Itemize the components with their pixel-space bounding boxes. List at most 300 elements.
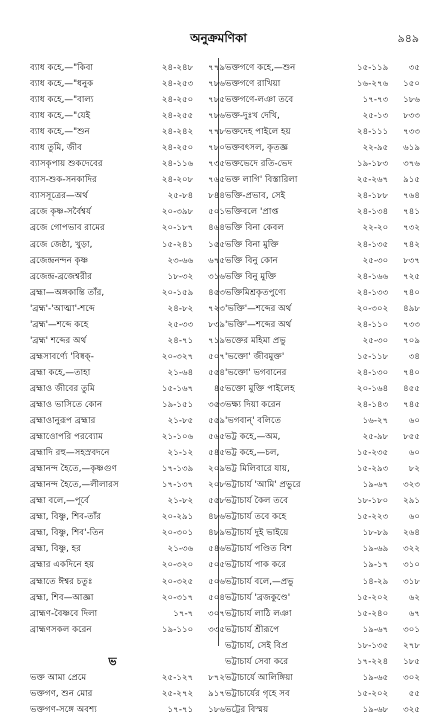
entry-page: ৫০৫ — [208, 560, 225, 571]
entry-reference: ২৫-১২৭ — [161, 672, 194, 683]
entry-page: ৩২৩ — [403, 480, 421, 491]
entry-text: ভক্তভেদে রতি-ভেদ — [225, 159, 293, 170]
entry-page: ৭৩৩ — [403, 127, 421, 138]
entry-page: ৭৬৫ — [208, 175, 225, 186]
entry-page: ৪৫৩ — [208, 287, 225, 298]
entry-page: ৭৪০ — [403, 287, 421, 298]
entry-reference: ২৫-৩০ — [362, 255, 389, 266]
index-entry — [225, 220, 420, 236]
entry-reference: ২০-৩০২ — [356, 303, 389, 314]
entry-text: ব্রহ্মা—অঙ্গকান্তি তাঁর, — [30, 287, 105, 298]
entry-text: ভক্তি বিনা মুক্তি — [225, 239, 279, 250]
entry-page: ৭৩২ — [403, 223, 421, 234]
entry-page: ৬৭ — [408, 608, 421, 619]
entry-page: ৪৮৬ — [208, 512, 225, 523]
entry-reference: ২৫-৩০ — [362, 335, 389, 346]
entry-reference: ২১-৬৪ — [167, 367, 194, 378]
entry-reference: ২৪-২৪৮ — [161, 63, 194, 73]
index-entry — [225, 686, 420, 702]
entry-text: ভক্তিবলে 'প্রাপ্ত — [225, 207, 279, 218]
index-entry — [225, 349, 420, 365]
entry-page: ৬১৯ — [403, 143, 421, 154]
entry-text: ভট্টাচার্য 'আমি' প্রভুরে — [225, 480, 301, 491]
section-letter: ভ — [108, 654, 117, 668]
entry-page: ৫০৬ — [208, 576, 225, 587]
entry-page: ৭৩৫ — [208, 159, 225, 170]
index-entry — [30, 493, 225, 509]
entry-text: ব্যাধ তুমি, জীব — [30, 143, 82, 154]
entry-page: ৭৩৩ — [403, 319, 421, 330]
entry-reference: ২৪-২৪২ — [161, 127, 194, 138]
index-entry — [225, 477, 420, 493]
entry-reference: ২৪-৭১ — [167, 335, 194, 346]
entry-text: ভট্ট কহে,—চল, — [225, 448, 280, 459]
index-entry — [30, 172, 225, 188]
entry-text: ব্রজে গোপভাব রামের — [30, 223, 105, 234]
index-entry — [225, 429, 420, 445]
entry-reference: ২২-২০ — [362, 223, 389, 234]
entry-reference: ১৯-১৫১ — [161, 399, 194, 410]
index-entry — [225, 702, 420, 718]
entry-reference: ১৭-১৩৭ — [161, 480, 194, 491]
entry-reference: ২৫-৮৪ — [167, 191, 194, 202]
entry-text: ভট্টাচার্য পাক করে — [225, 560, 287, 571]
entry-page: ৭৪১ — [403, 207, 421, 218]
entry-reference: ১৭-৭১ — [167, 704, 194, 715]
entry-text: ভক্তি বিনু কোন — [225, 255, 278, 266]
index-entry — [30, 188, 225, 204]
entry-text: ভট্টাচার্য সেবা করে — [225, 656, 289, 667]
entry-page: ৫৫৮ — [208, 496, 225, 507]
index-entry — [30, 156, 225, 172]
entry-page: ৮৩৩ — [403, 111, 421, 122]
entry-reference: ১৯-৬৫ — [362, 672, 389, 683]
entry-reference: ১৫-২৯৩ — [356, 464, 389, 475]
entry-page: ৮৪৪ — [208, 191, 225, 202]
entry-reference: ১৮-১৩৫ — [356, 640, 389, 651]
entry-page: ১৮৬ — [403, 95, 421, 106]
entry-text: ভট্ট কহে,—অম, — [225, 432, 281, 443]
entry-text: ব্রহ্মাও জীবের তুমি — [30, 383, 95, 394]
entry-text: ব্রহ্মসাবর্ণ্যে 'বিষ্বক্‌- — [30, 351, 94, 362]
entry-reference: ২০-৩২৭ — [161, 351, 194, 362]
index-entry — [30, 686, 225, 702]
entry-reference: ১৯-৬৭ — [362, 624, 389, 635]
index-entry — [225, 76, 420, 92]
index-entry — [30, 574, 225, 590]
index-entry — [225, 301, 420, 317]
entry-text: ভক্তি-প্রভাব, সেই — [225, 191, 286, 202]
entry-page: ৭০৯ — [403, 335, 421, 346]
index-entry — [225, 638, 420, 654]
entry-text: 'ব্রহ্ম'-'আত্মা'-শব্দে — [30, 303, 95, 314]
entry-reference: ২১-১০৬ — [161, 432, 194, 443]
entry-page: ৭৪২ — [403, 239, 421, 250]
entry-reference: ২৪-১৬৬ — [356, 271, 389, 282]
index-entry — [30, 525, 225, 541]
entry-text: ব্রজে জেষ্ঠা, খুড়া, — [30, 239, 93, 250]
entry-reference: ১৮-১৮০ — [356, 496, 389, 507]
index-entry — [225, 606, 420, 622]
entry-page: ২০৮ — [208, 480, 225, 491]
entry-text: ব্রহ্মানন্দ হৈতে,—কৃষ্ণগুণ — [30, 464, 117, 475]
entry-page: ৭২৫ — [403, 271, 421, 282]
index-entry — [30, 413, 225, 429]
index-entry — [225, 253, 420, 269]
entry-reference: ২৩-৬৬ — [167, 255, 194, 266]
entry-reference: ২০-১৫৯ — [161, 287, 194, 298]
entry-reference: ২১-৮৫ — [167, 416, 194, 427]
index-entry — [225, 397, 420, 413]
entry-reference: ১৮-৩২ — [167, 271, 194, 282]
index-entry — [225, 60, 420, 76]
entry-text: ব্রহ্মাতে ঈশ্বর চতুঃ — [30, 576, 93, 587]
entry-text: ব্যাধ কহে,—"শুন — [30, 127, 90, 138]
entry-page: ৬২ — [408, 592, 421, 603]
entry-page: ৮২ — [408, 464, 421, 475]
entry-page: ৩১৬ — [208, 271, 225, 282]
entry-page: ৭৭৯ — [208, 63, 225, 73]
index-entry — [30, 76, 225, 92]
entry-reference: ১৫-২০২ — [356, 688, 389, 699]
entry-reference: ২৪-১৩৩ — [356, 287, 389, 298]
entry-reference: ১৯-৬৭ — [362, 480, 389, 491]
left-column — [30, 60, 225, 718]
entry-text: ব্যাসকৃপায় শুকদেবের — [30, 159, 103, 170]
index-entry — [225, 204, 420, 220]
entry-reference: ২৪-১৮৮ — [356, 191, 389, 202]
index-entry — [225, 156, 420, 172]
entry-page: ৭৭৮ — [208, 127, 225, 138]
entry-reference: ২৪-২৫০ — [161, 143, 194, 154]
entry-text: ব্রহ্মা বলে,—পূর্বে — [30, 496, 89, 507]
entry-reference: ২০-১৬৪ — [356, 383, 389, 394]
entry-reference: ২৪-১৩৪ — [356, 207, 389, 218]
entry-page: ৬০ — [408, 416, 421, 427]
entry-text: ব্রহ্মাওোপরি পরব্যোম — [30, 432, 103, 443]
entry-reference: ২০-৩১৭ — [161, 592, 194, 603]
entry-reference: ১৫-১৬৭ — [161, 383, 194, 394]
entry-page: ৭৬৪ — [403, 191, 421, 202]
entry-reference: ২৫-১৩ — [362, 111, 389, 122]
page-number: ৯৪৯ — [397, 32, 419, 45]
entry-reference: ১৫-১১৮ — [356, 351, 389, 362]
index-entry — [225, 333, 420, 349]
entry-reference: ১৫-২৩৫ — [356, 448, 389, 459]
entry-text: ব্রজে কৃষ্ণ-সর্বৈশ্বর্য — [30, 207, 92, 218]
entry-page: ৩৭৬ — [403, 159, 421, 170]
entry-page: ৪৫৫ — [403, 383, 421, 394]
index-entry — [30, 124, 225, 140]
index-entry — [30, 140, 225, 156]
entry-page: ৭৮৬ — [208, 111, 225, 122]
entry-text: 'ব্রহ্ম' শব্দের অর্থ — [30, 335, 87, 346]
entry-text: ভক্তগণে-লঞা তবে — [225, 95, 294, 106]
index-entry — [30, 301, 225, 317]
index-entry — [225, 140, 420, 156]
entry-page: ৩৫ — [408, 63, 421, 73]
entry-page: ৫৫৪ — [208, 367, 225, 378]
entry-text: ব্যাধ কহে,—"বাল্য — [30, 95, 94, 106]
entry-text: 'ভক্তি'—শব্দের অর্থ — [225, 319, 292, 330]
entry-text: ব্রহ্মা, বিষ্ণু, শিব-তাঁর — [30, 512, 102, 523]
index-entry — [225, 461, 420, 477]
index-entry — [225, 108, 420, 124]
entry-reference: ২০-৩২০ — [161, 560, 194, 571]
entry-page: ৮৩৭ — [403, 255, 421, 266]
entry-reference: ১৮-৮৯ — [362, 528, 389, 539]
index-entry — [225, 381, 420, 397]
entry-reference: ১৫-২২৩ — [356, 512, 389, 523]
index-entry — [30, 333, 225, 349]
entry-text: ব্যাধ কহে,—"ধনুক — [30, 79, 94, 90]
entry-text: ব্রহ্মার একদিনে হয় — [30, 560, 95, 571]
entry-reference: ২০-১৮৭ — [161, 223, 194, 234]
entry-reference: ১৯-৬৮ — [362, 704, 389, 715]
entry-page: ৮৭২ — [208, 672, 225, 683]
entry-text: ব্রহ্মাও ভাসিতে কোন — [30, 399, 103, 410]
entry-text: ব্রহ্মাদি রহু—সহস্রবদনে — [30, 448, 110, 459]
index-entry — [225, 622, 420, 638]
entry-reference: ২০-৩২৫ — [161, 576, 194, 587]
entry-text: ব্যাস-শুক-সনকাদির — [30, 175, 97, 186]
index-entry — [30, 461, 225, 477]
entry-text: ভক্তদেহ পাইলে হয় — [225, 127, 291, 138]
entry-reference: ২৪-২৫৫ — [161, 111, 194, 122]
entry-text: ভট্টাচার্য, সেই বিপ্র — [225, 640, 288, 651]
index-entry — [225, 172, 420, 188]
index-entry — [30, 269, 225, 285]
entry-reference: ১৯-১১০ — [161, 624, 194, 635]
entry-page: ৫০৭ — [208, 351, 225, 362]
entry-text: ভক্তগণ, শুন মোর — [30, 688, 93, 699]
entry-reference: ২৪-১১৬ — [161, 159, 194, 170]
entry-page: ৩১০ — [403, 560, 421, 571]
entry-page: ৩০১ — [403, 624, 421, 635]
entry-page: ৭৮০ — [208, 143, 225, 154]
entry-page: ২৯১ — [403, 496, 421, 507]
entry-text: ভক্তি বিনু মুক্তি — [225, 271, 277, 282]
entry-page: ৯১৭ — [208, 688, 225, 699]
index-entry — [225, 413, 420, 429]
entry-reference: ১৯-১৮৩ — [356, 159, 389, 170]
entry-text: ব্রহ্মা, বিষ্ণু, শিব'-তিন — [30, 528, 104, 539]
entry-text: 'ভগবান্‌' বলিতে — [225, 416, 282, 427]
entry-page: ৫৫ — [408, 688, 421, 699]
entry-text: ব্রাহ্মণসকল করেন — [30, 624, 92, 635]
entry-reference: ১৫-২০২ — [356, 592, 389, 603]
entry-text: ব্যাধ কহে,—"যেই — [30, 111, 91, 122]
entry-page: ৯১৫ — [403, 175, 421, 186]
index-entry — [30, 702, 225, 718]
entry-page: ৩৩৫ — [208, 624, 225, 635]
entry-text: ভট্ট মিলিবারে যায়, — [225, 464, 290, 475]
right-column — [225, 60, 420, 718]
entry-page: ৭৪০ — [403, 367, 421, 378]
entry-reference: ২৪-২০৮ — [161, 175, 194, 186]
entry-text: ভট্টাচার্য 'ব্রজকুণ্ডে' — [225, 592, 291, 603]
entry-reference: ১৭-৭ — [173, 608, 194, 619]
entry-page: ১৮৫ — [403, 656, 421, 667]
entry-text: ভট্টের বিস্ময় — [225, 704, 269, 715]
entry-text: ভক্ত-দুঃখ দেখি, — [225, 111, 280, 122]
index-entry — [30, 108, 225, 124]
entry-page: ৪৫ — [213, 383, 225, 394]
index-entry — [225, 237, 420, 253]
entry-page: ৩৫৩ — [208, 399, 225, 410]
index-entry — [30, 92, 225, 108]
entry-page: ৩৪ — [408, 351, 421, 362]
entry-text: ব্রহ্মা, শিব—আজ্ঞা — [30, 592, 94, 603]
entry-text: 'ভক্তো' ভগবানের — [225, 367, 287, 378]
entry-reference: ২১-৮২ — [167, 496, 194, 507]
entry-text: ভট্টাচার্য দুই ভাইয়ে — [225, 528, 289, 539]
entry-reference: ১৯-৬৯ — [362, 544, 389, 555]
index-entry — [225, 590, 420, 606]
entry-text: 'ভক্তি'—শব্দের অর্থ — [225, 303, 292, 314]
entry-text: 'ব্রহ্ম'—শব্দে কহে — [30, 319, 89, 330]
entry-text: ভট্টাচার্য লাঠি লঞা — [225, 608, 292, 619]
index-entry — [225, 365, 420, 381]
entry-text: ব্যাধ কহে,—"কিবা — [30, 63, 93, 73]
entry-page: ৩২২ — [403, 544, 421, 555]
entry-text: 'ভক্তো' জীবমুক্ত' — [225, 351, 285, 362]
entry-page: ৪৬৪ — [208, 223, 225, 234]
index-entry — [225, 317, 420, 333]
entry-page: ১৮৬ — [208, 704, 225, 715]
index-entry — [30, 622, 225, 638]
entry-reference: ২২-৯৫ — [362, 143, 389, 154]
entry-page: ৫৪৫ — [208, 448, 225, 459]
entry-text: ভক্ত আমা প্রেমে — [30, 672, 87, 683]
entry-reference: ২০-৩৯৮ — [161, 207, 194, 218]
index-entry — [30, 204, 225, 220]
entry-text: ভট্টাচার্যের গৃহে সব — [225, 688, 290, 699]
index-entry — [225, 509, 420, 525]
entry-page: ৭৮৬ — [208, 79, 225, 90]
entry-page: ৩০২ — [403, 672, 421, 683]
index-entry — [30, 381, 225, 397]
entry-reference: ২০-২৯১ — [161, 512, 194, 523]
index-entry — [225, 670, 420, 686]
entry-reference: ২৫-৯৮ — [362, 432, 389, 443]
entry-page: ৮৫৫ — [403, 432, 421, 443]
index-entry — [30, 606, 225, 622]
index-entry — [225, 269, 420, 285]
entry-page: ৬০ — [408, 448, 421, 459]
entry-text: ভক্তগণে কহে,—শুন — [225, 63, 296, 73]
index-entry — [225, 285, 420, 301]
index-entry — [30, 349, 225, 365]
entry-text: ভট্টাচার্য বলে,—প্রভু — [225, 576, 294, 587]
index-entry — [30, 220, 225, 236]
entry-page: ১৫৫ — [208, 239, 225, 250]
entry-reference: ২৫-৩৩ — [167, 319, 194, 330]
entry-page: ৬০ — [408, 512, 421, 523]
entry-text: ভক্ষ্য দিয়া করেন — [225, 399, 281, 410]
entry-text: ভক্তগণ-সঙ্গে অবশ্য — [30, 704, 97, 715]
entry-reference: ২১-৩৬ — [167, 544, 194, 555]
entry-reference: ২৪-২৫০ — [161, 95, 194, 106]
index-entry — [30, 477, 225, 493]
entry-page: ৫০৪ — [208, 592, 225, 603]
entry-text: ভক্তবৎসল, কৃতজ্ঞ — [225, 143, 289, 154]
index-entry — [30, 253, 225, 269]
entry-page: ৬৭৫ — [208, 255, 225, 266]
entry-reference: ২৫-২৭২ — [161, 688, 194, 699]
entry-reference: ১৫-১১৯ — [356, 63, 389, 73]
entry-text: ভট্টাচার্যে আলিঙ্গিয়া — [225, 672, 293, 683]
index-entry — [30, 445, 225, 461]
entry-page: ৫০১ — [208, 207, 225, 218]
index-entry — [225, 92, 420, 108]
index-entry — [225, 541, 420, 557]
entry-reference: ১৫-২৪০ — [356, 608, 389, 619]
index-entry — [225, 124, 420, 140]
index-entry — [225, 557, 420, 573]
entry-reference: ১৭-৭৩ — [362, 95, 389, 106]
entry-text: ভট্টাচার্য তবে কহে — [225, 512, 287, 523]
entry-text: ব্রহ্মা কহে,—তাহা — [30, 367, 91, 378]
entry-text: ভক্তিমিশ্রকৃতপুণ্যে — [225, 287, 286, 298]
entry-page: ১৫০ — [403, 79, 421, 90]
entry-text: ভক্তের মহিমা প্রভু — [225, 335, 286, 346]
entry-text: ভক্ত লাগি' বিস্তারিলা — [225, 175, 298, 186]
entry-text: ব্রহ্মাওানুরূপ ব্রহ্মার — [30, 416, 96, 427]
entry-page: ৭৮৫ — [208, 95, 225, 106]
entry-text: ব্যাসসূত্রের—অর্থ — [30, 191, 88, 202]
index-entry — [30, 670, 225, 686]
entry-reference: ২৪-৮২ — [167, 303, 194, 314]
entry-page: ৩১৮ — [403, 576, 421, 587]
entry-page: ২৬৪ — [403, 528, 421, 539]
entry-text: ব্রাহ্মণ-বৈষ্ণবে দিলা — [30, 608, 98, 619]
entry-reference: ১৯-১৭ — [362, 560, 389, 571]
index-entry — [30, 541, 225, 557]
index-entry — [30, 365, 225, 381]
entry-reference: ১৪-২৯ — [362, 576, 389, 587]
entry-text: ব্রহ্মা, বিষ্ণু, হর — [30, 544, 82, 555]
entry-page: ৫৪৬ — [208, 544, 225, 555]
index-entry — [225, 525, 420, 541]
entry-reference: ২৪-১৩৫ — [356, 239, 389, 250]
index-entry — [30, 557, 225, 573]
entry-page: ৩০৭ — [208, 608, 225, 619]
index-entry — [225, 188, 420, 204]
entry-page: ২৭৮ — [403, 640, 421, 651]
entry-text: ভক্তগণে রাখিয়া — [225, 79, 281, 90]
page-title: অনুক্রমণিকা — [190, 31, 247, 45]
entry-reference: ২৪-১৪৩ — [356, 399, 389, 410]
entry-page: ৭২৩ — [208, 303, 225, 314]
entry-text: ভট্টাচার্য শ্রীরূপে — [225, 624, 280, 635]
entry-text: ভট্টাচার্য পণ্ডিত বিশ — [225, 544, 292, 555]
entry-page: ৭৪৫ — [403, 399, 421, 410]
entry-reference: ২৪-১৩০ — [356, 367, 389, 378]
entry-page: ৩২৫ — [403, 704, 421, 715]
entry-reference: ২৪-২৫৩ — [161, 79, 194, 90]
entry-page: ৪৮৯ — [208, 528, 225, 539]
entry-page: ৫৫৯ — [208, 416, 225, 427]
entry-reference: ২১-১২ — [167, 448, 194, 459]
entry-reference: ১৭-১৩৯ — [161, 464, 194, 475]
index-entry — [30, 285, 225, 301]
index-entry — [225, 574, 420, 590]
index-entry — [30, 237, 225, 253]
entry-text: ভক্তো মুক্তি পাইলেহ — [225, 383, 295, 394]
entry-reference: ২৫-২৬৭ — [356, 175, 389, 186]
entry-reference: ১৭-২২৪ — [356, 656, 389, 667]
